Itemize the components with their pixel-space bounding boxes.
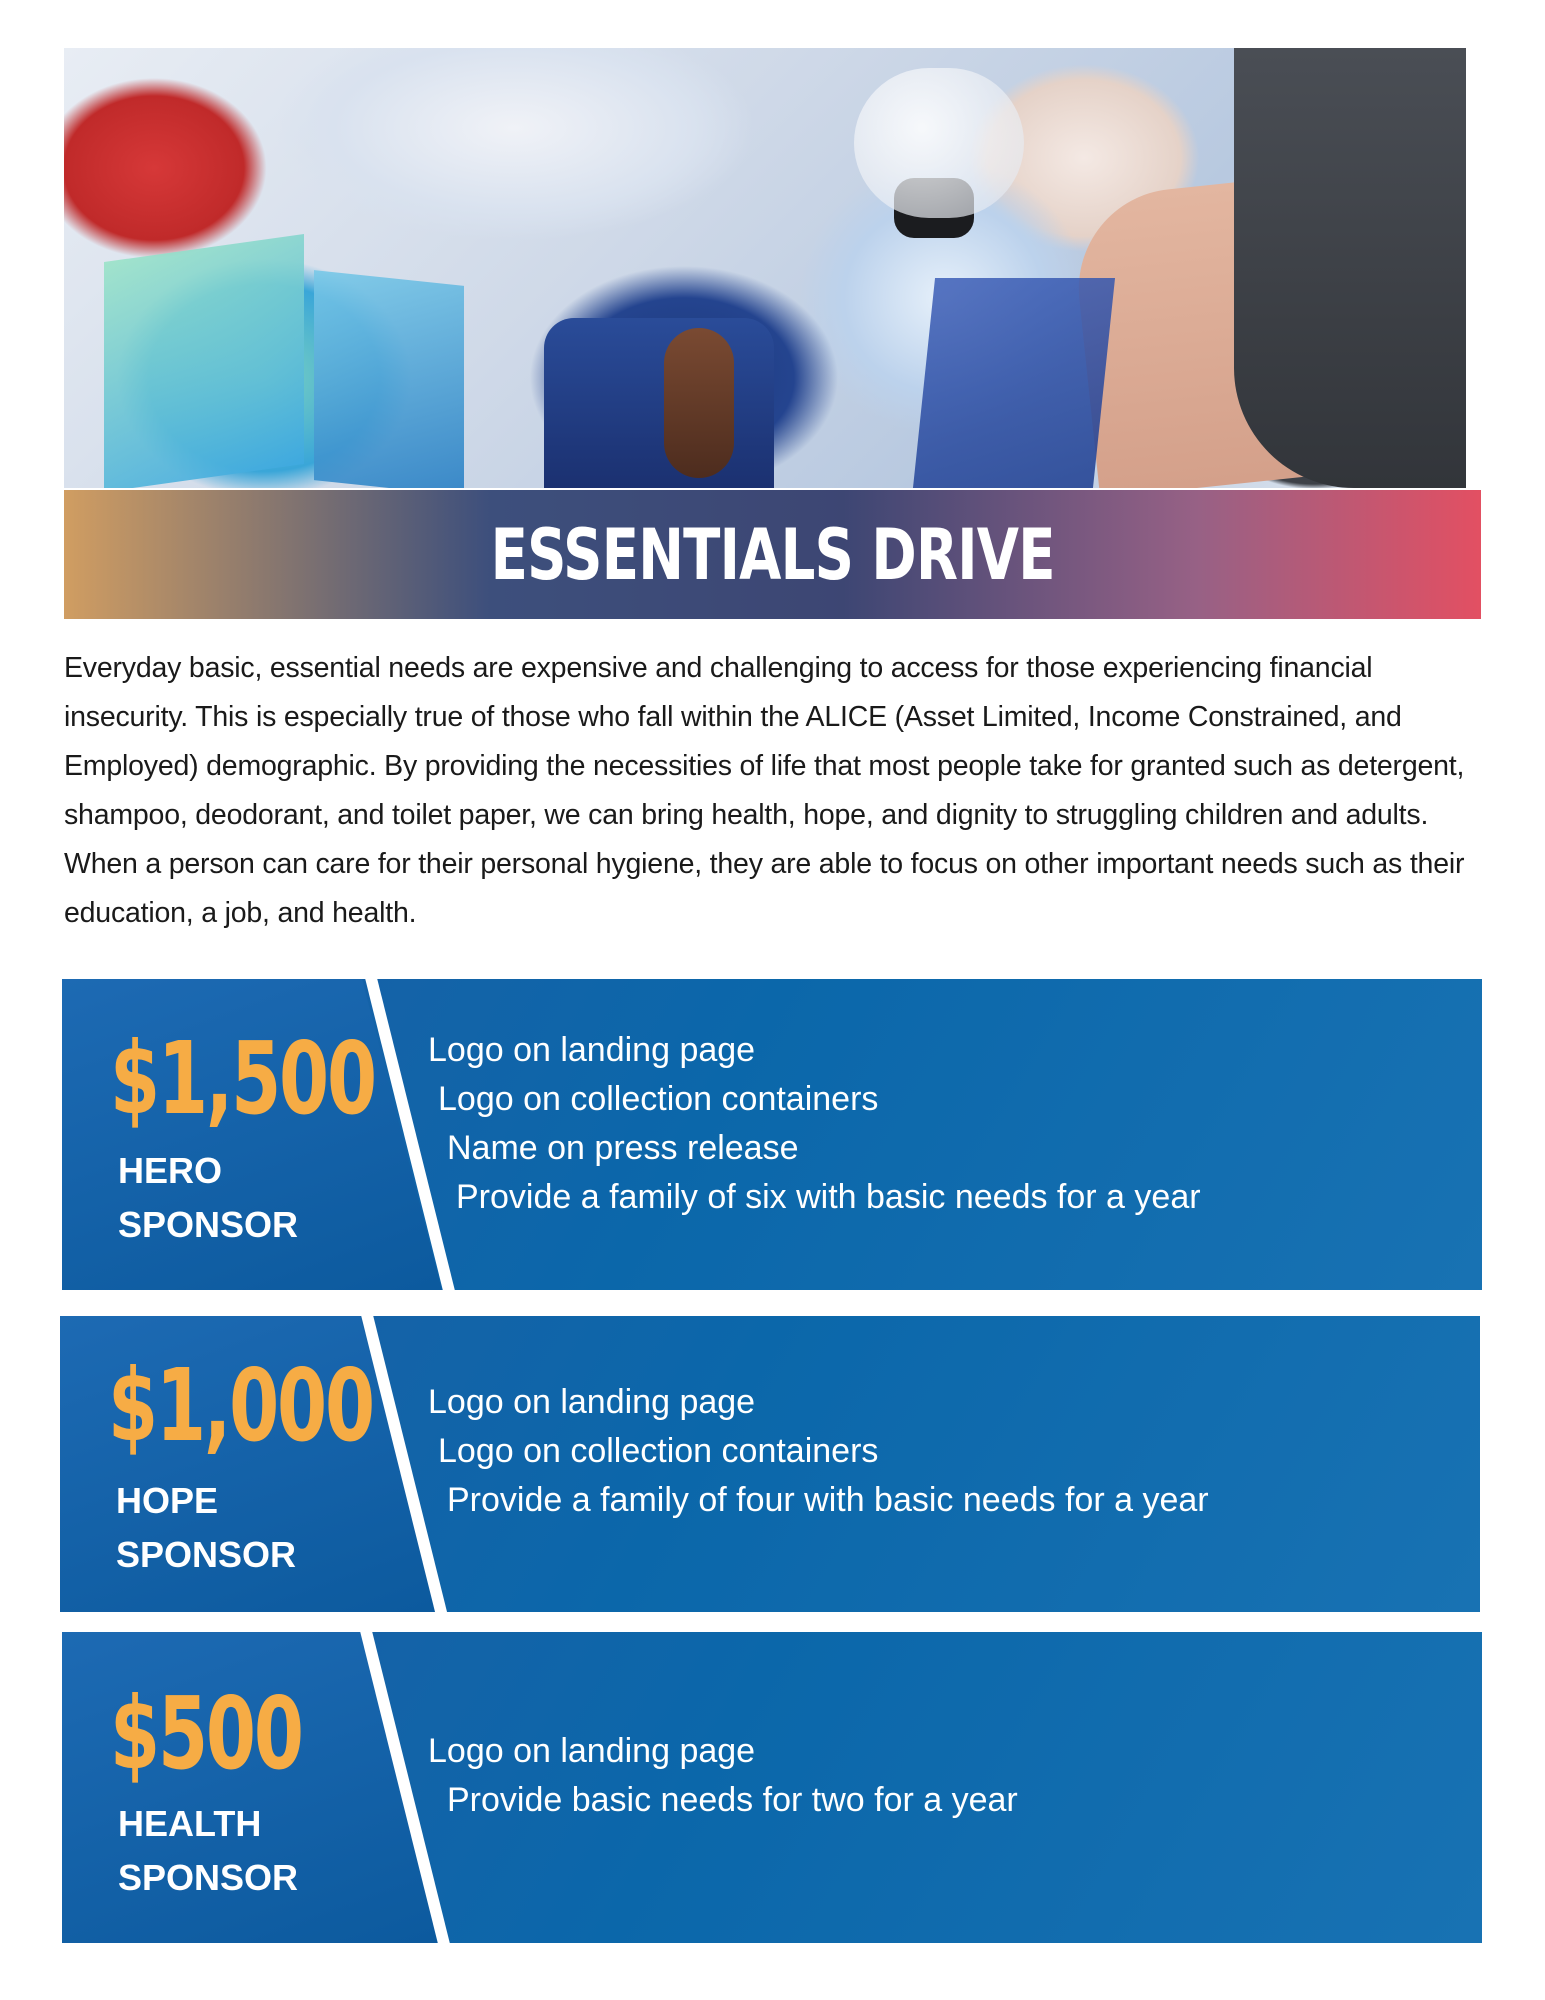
benefit-item: Provide a family of four with basic needs for a year	[447, 1481, 1209, 1519]
hero-photo	[64, 48, 1466, 488]
benefit-item: Provide a family of six with basic needs for a year	[456, 1178, 1201, 1216]
benefit-item: Logo on landing page	[428, 1732, 756, 1770]
photo-bag-navy	[544, 318, 774, 488]
photo-glove	[854, 68, 1024, 218]
tier-name-line2: SPONSOR	[118, 1204, 299, 1245]
sponsor-tier-health	[62, 1632, 1482, 1943]
benefit-item: Logo on collection containers	[438, 1432, 879, 1470]
benefit-item: Logo on landing page	[428, 1031, 756, 1069]
sponsor-tier-hope	[60, 1316, 1480, 1612]
tier-name	[118, 1144, 298, 1252]
page-title: ESSENTIALS DRIVE	[490, 513, 1055, 596]
photo-boxes-right	[913, 278, 1115, 488]
photo-box-blue	[104, 234, 304, 488]
tier-name	[118, 1797, 298, 1905]
benefit-item: Provide basic needs for two for a year	[447, 1781, 1018, 1819]
tier-price: $1,500	[110, 1020, 375, 1137]
photo-sleeve	[1234, 48, 1466, 488]
benefit-item: Logo on collection containers	[438, 1080, 879, 1118]
tier-price: $1,000	[108, 1347, 373, 1464]
tier-name-line1: HEALTH	[118, 1803, 262, 1844]
tier-benefits	[428, 1727, 1018, 1825]
intro-paragraph: Everyday basic, essential needs are expensive and challenging to access for those experiencing financial insecurity. This is especially true of those who fall within the ALICE (Asset Limited, Income Constrained, and Employed) demographic. By providing the necessities of life that most people take for granted such as detergent, shampoo, deodorant, and toilet paper, we can bring health, hope, and dignity to struggling children and adults. When a person can care for their personal hygiene, they are able to focus on other important needs such as their education, a job, and health.	[64, 652, 1465, 929]
sponsor-tier-hero	[62, 979, 1482, 1290]
benefit-item: Logo on landing page	[428, 1383, 756, 1421]
tier-name-line1: HOPE	[116, 1480, 219, 1521]
tier-benefits	[428, 1026, 1201, 1222]
tier-name-line2: SPONSOR	[116, 1534, 297, 1575]
benefit-item: Name on press release	[447, 1129, 799, 1167]
tier-benefits	[428, 1378, 1209, 1525]
photo-label-brown	[664, 328, 734, 478]
tier-name-line2: SPONSOR	[118, 1857, 299, 1898]
photo-box-teal	[314, 270, 464, 488]
tier-name	[116, 1474, 296, 1582]
title-banner	[64, 490, 1481, 619]
tier-name-line1: HERO	[118, 1150, 223, 1191]
tier-price: $500	[110, 1675, 302, 1792]
